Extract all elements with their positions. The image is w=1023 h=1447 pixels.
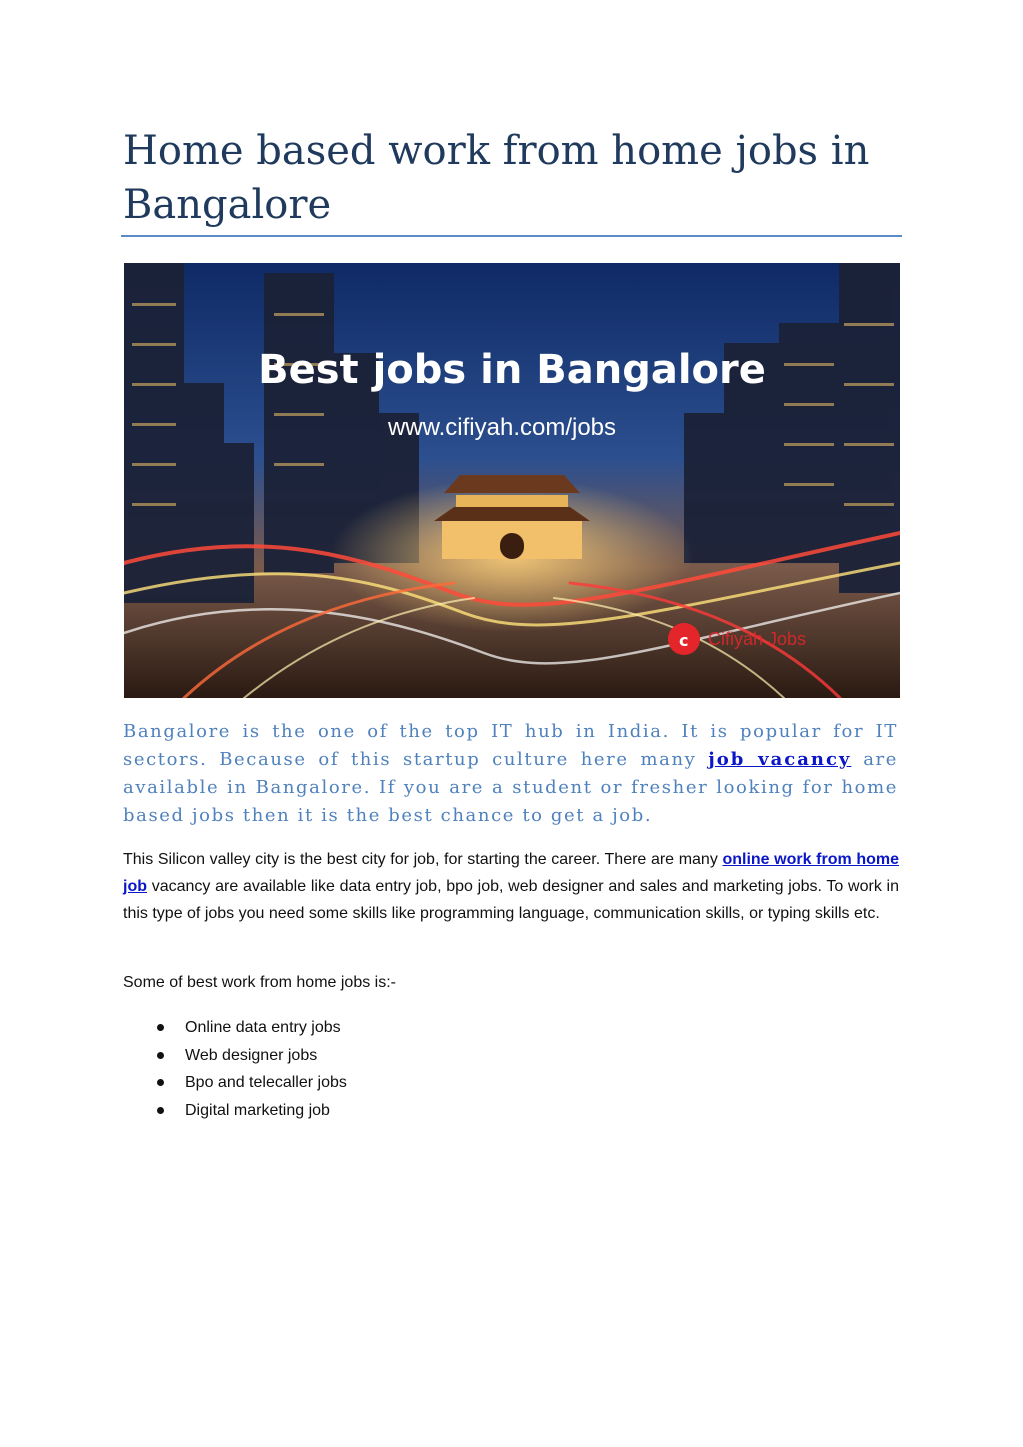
body-paragraph-1 (123, 846, 899, 927)
bullet-icon (157, 1079, 164, 1086)
list-item-label: Online data entry jobs (185, 1019, 341, 1036)
svg-text:c: c (679, 631, 689, 650)
body-paragraph-2: Some of best work from home jobs is:- (123, 974, 396, 991)
bullet-icon (157, 1107, 164, 1114)
paragraph1-text-start: This Silicon valley city is the best city for job, for starting the career. There are many (123, 851, 723, 868)
bullet-icon (157, 1052, 164, 1059)
bullet-icon (157, 1024, 164, 1031)
hero-headline: Best jobs in Bangalore (258, 347, 766, 393)
list-item (123, 1069, 347, 1097)
list-item (123, 1014, 347, 1042)
gate-building (434, 475, 590, 559)
intro-paragraph (123, 718, 898, 830)
list-item (123, 1042, 347, 1070)
page-title: Home based work from home jobs in Bangalore (123, 128, 870, 228)
list-item-label: Web designer jobs (185, 1046, 318, 1064)
jobs-bullet-list (123, 1014, 347, 1124)
job-vacancy-link[interactable]: job vacancy (708, 749, 852, 770)
list-item-label: Digital marketing job (185, 1101, 330, 1119)
list-item (123, 1097, 347, 1125)
hero-url: www.cifiyah.com/jobs (387, 414, 617, 441)
title-divider (121, 235, 902, 237)
hero-logo-text: Cifiyah Jobs (708, 629, 807, 649)
online-work-from-home-link[interactable]: online work from home job (123, 851, 900, 895)
intro-text-start: Bangalore is the one of the top IT hub in India. It is popular for IT sectors. Because of this startup culture here many (123, 721, 898, 770)
intro-text-end: are available in Bangalore. If you are a student or fresher looking for home based jobs then it is the best chance to get a job. (123, 749, 898, 826)
paragraph1-text-end: vacancy are available like data entry job, bpo job, web designer and sales and marketing jobs. To work in this type of jobs you need some skills like programming language, communication skills, or typing skills etc. (123, 878, 899, 922)
hero-image (124, 263, 900, 698)
list-item-label: Bpo and telecaller jobs (185, 1074, 347, 1091)
